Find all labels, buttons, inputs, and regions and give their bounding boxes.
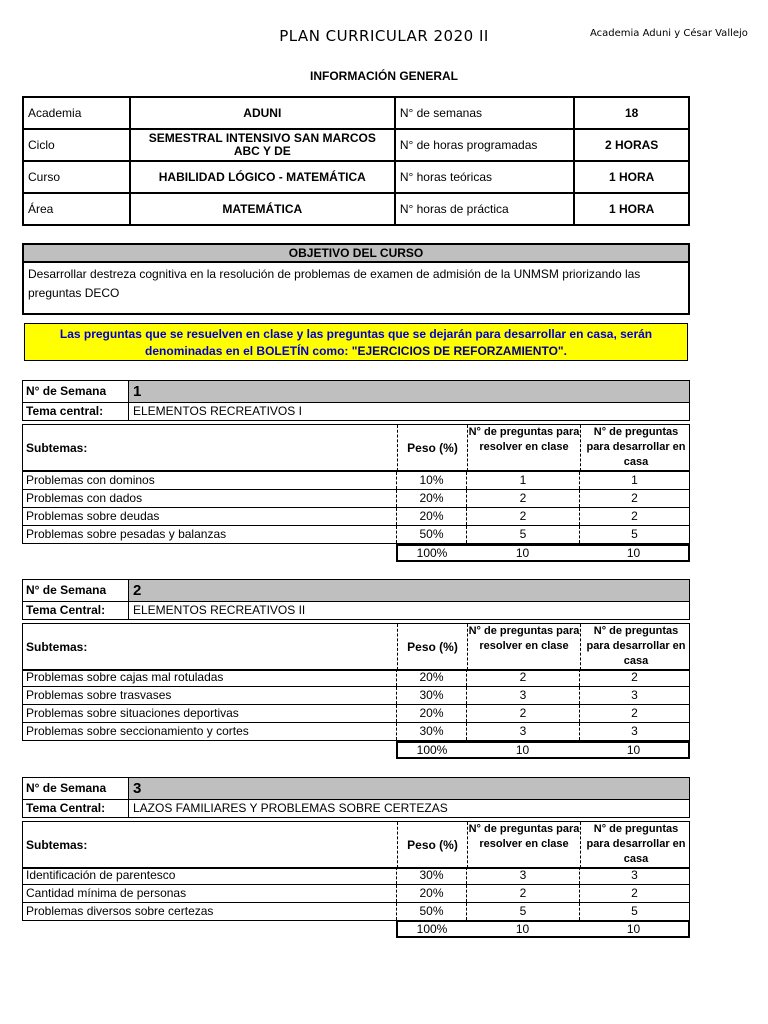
subtopic-clase: 3 — [466, 687, 579, 704]
objective-table — [22, 243, 690, 315]
subtopic-peso: 30% — [396, 687, 466, 704]
week-label: N° de Semana — [23, 580, 129, 601]
week-number: 1 — [133, 383, 142, 400]
tema-value: LAZOS FAMILIARES Y PROBLEMAS SOBRE CERTEZAS — [133, 801, 448, 815]
subtopic-name: Problemas sobre cajas mal rotuladas — [22, 669, 394, 686]
notice-banner — [24, 323, 688, 361]
peso-header: Peso (%) — [397, 624, 467, 670]
subtopics-header — [22, 623, 690, 671]
subtopic-peso: 20% — [396, 669, 466, 686]
week-label: N° de Semana — [23, 381, 129, 402]
info-value: SEMESTRAL INTENSIVO SAN MARCOS ABC Y DE — [130, 129, 395, 161]
subtopic-clase: 3 — [466, 867, 579, 884]
notice-text: Las preguntas que se resuelven en clase y las preguntas que se dejarán para desarrollar en casa, serán denominadas en el BOLETÍN como: — [59, 327, 653, 358]
subtopic-row — [22, 490, 690, 508]
subtopic-peso: 20% — [396, 705, 466, 722]
notice-end: . — [563, 344, 567, 358]
subtopic-row — [22, 903, 690, 921]
info-row-academia — [23, 97, 689, 129]
subtopic-clase: 3 — [466, 723, 579, 740]
subtopic-peso: 30% — [396, 723, 466, 740]
subtopic-row — [22, 472, 690, 490]
total-casa: 10 — [626, 922, 641, 936]
subtopic-casa: 2 — [579, 508, 690, 525]
week-header — [22, 579, 690, 602]
subtopic-row — [22, 526, 690, 544]
total-clase: 10 — [515, 743, 530, 757]
week-number: 3 — [133, 780, 142, 797]
subtopic-clase: 2 — [466, 508, 579, 525]
objective-title: OBJETIVO DEL CURSO — [23, 244, 689, 262]
subtopic-name: Problemas sobre seccionamiento y cortes — [22, 723, 394, 740]
info-label: Área — [23, 193, 130, 225]
document-author: Academia Aduni y César Vallejo — [590, 28, 748, 39]
totals-row — [396, 544, 690, 562]
info-row-ciclo — [23, 129, 689, 161]
subtopic-peso: 20% — [396, 508, 466, 525]
week-header — [22, 380, 690, 403]
document-title: PLAN CURRICULAR 2020 II — [279, 27, 489, 45]
subtopic-row — [22, 723, 690, 741]
totals-row — [396, 741, 690, 759]
info-value: 2 HORAS — [574, 129, 689, 161]
subtopic-row — [22, 885, 690, 903]
total-casa: 10 — [626, 546, 641, 560]
tema-label: Tema Central: — [23, 602, 129, 619]
clase-header: N° de preguntas para resolver en clase — [467, 822, 580, 868]
subtopic-name: Problemas sobre pesadas y balanzas — [22, 526, 394, 543]
info-value: MATEMÁTICA — [130, 193, 395, 225]
info-label: N° de semanas — [395, 97, 574, 129]
subtopic-casa: 2 — [579, 669, 690, 686]
casa-header: N° de preguntas para desarrollar en casa — [580, 425, 691, 471]
subtopic-peso: 30% — [396, 867, 466, 884]
tema-value: ELEMENTOS RECREATIVOS II — [133, 603, 306, 617]
subtopic-casa: 3 — [579, 687, 690, 704]
subtopic-casa: 5 — [579, 903, 690, 920]
general-info-table — [22, 96, 690, 226]
subtopic-row — [22, 867, 690, 885]
subtopic-clase: 5 — [466, 903, 579, 920]
week-header — [22, 777, 690, 800]
week-label: N° de Semana — [23, 778, 129, 799]
subtemas-label: Subtemas: — [26, 640, 88, 654]
tema-label: Tema Central: — [23, 800, 129, 817]
total-clase: 10 — [515, 546, 530, 560]
totals-row — [396, 920, 690, 938]
subtopic-row — [22, 669, 690, 687]
subtopic-name: Problemas sobre trasvases — [22, 687, 394, 704]
clase-header: N° de preguntas para resolver en clase — [467, 425, 580, 471]
subtopic-clase: 1 — [466, 472, 579, 489]
info-row-area — [23, 193, 689, 225]
subtopic-clase: 2 — [466, 885, 579, 902]
tema-value: ELEMENTOS RECREATIVOS I — [133, 404, 302, 418]
subtopic-peso: 50% — [396, 903, 466, 920]
subtopic-casa: 1 — [579, 472, 690, 489]
subtopic-row — [22, 508, 690, 526]
info-label: N° horas teóricas — [395, 161, 574, 193]
subtopic-casa: 2 — [579, 490, 690, 507]
subtopic-clase: 2 — [466, 490, 579, 507]
objective-text: Desarrollar destreza cognitiva en la resolución de problemas de examen de admisión de la UNMSM priorizando las preguntas DECO — [23, 262, 689, 314]
subtopic-casa: 5 — [579, 526, 690, 543]
peso-header: Peso (%) — [397, 425, 467, 471]
subtopic-clase: 2 — [466, 705, 579, 722]
subtopic-name: Problemas diversos sobre certezas — [22, 903, 394, 920]
info-value: 18 — [574, 97, 689, 129]
total-peso: 100% — [416, 743, 448, 757]
info-label: N° horas de práctica — [395, 193, 574, 225]
subtopic-row — [22, 705, 690, 723]
subtopics-header — [22, 821, 690, 869]
info-value: 1 HORA — [574, 161, 689, 193]
tema-row — [22, 403, 690, 421]
subtopic-name: Problemas sobre situaciones deportivas — [22, 705, 394, 722]
subtopic-casa: 2 — [579, 705, 690, 722]
subtopic-casa: 2 — [579, 885, 690, 902]
subtopic-casa: 3 — [579, 723, 690, 740]
subtopic-peso: 20% — [396, 885, 466, 902]
info-label: N° de horas programadas — [395, 129, 574, 161]
total-casa: 10 — [626, 743, 641, 757]
subtopics-rows — [22, 472, 690, 544]
subtopic-casa: 3 — [579, 867, 690, 884]
info-label: Ciclo — [23, 129, 130, 161]
info-value: 1 HORA — [574, 193, 689, 225]
subtopic-name: Identificación de parentesco — [22, 867, 394, 884]
subtopic-peso: 20% — [396, 490, 466, 507]
week-number: 2 — [133, 582, 142, 599]
subtopic-row — [22, 687, 690, 705]
info-value: HABILIDAD LÓGICO - MATEMÁTICA — [130, 161, 395, 193]
peso-header: Peso (%) — [397, 822, 467, 868]
tema-row — [22, 602, 690, 620]
subtopic-clase: 5 — [466, 526, 579, 543]
tema-label: Tema central: — [23, 403, 129, 420]
general-info-title: INFORMACIÓN GENERAL — [310, 69, 458, 83]
subtopic-name: Cantidad mínima de personas — [22, 885, 394, 902]
subtopics-rows — [22, 669, 690, 741]
subtopic-clase: 2 — [466, 669, 579, 686]
subtopic-peso: 50% — [396, 526, 466, 543]
info-label: Academia — [23, 97, 130, 129]
subtopic-peso: 10% — [396, 472, 466, 489]
info-row-curso — [23, 161, 689, 193]
subtemas-label: Subtemas: — [26, 838, 88, 852]
subtopic-name: Problemas con dominos — [22, 472, 394, 489]
casa-header: N° de preguntas para desarrollar en casa — [580, 822, 691, 868]
subtemas-label: Subtemas: — [26, 441, 88, 455]
notice-highlight: "EJERCICIOS DE REFORZAMIENTO" — [351, 344, 564, 358]
total-clase: 10 — [515, 922, 530, 936]
total-peso: 100% — [416, 922, 448, 936]
subtopic-name: Problemas sobre deudas — [22, 508, 394, 525]
clase-header: N° de preguntas para resolver en clase — [467, 624, 580, 670]
info-value: ADUNI — [130, 97, 395, 129]
subtopics-header — [22, 424, 690, 472]
info-label: Curso — [23, 161, 130, 193]
subtopics-rows — [22, 867, 690, 921]
casa-header: N° de preguntas para desarrollar en casa — [580, 624, 691, 670]
tema-row — [22, 800, 690, 818]
subtopic-name: Problemas con dados — [22, 490, 394, 507]
total-peso: 100% — [416, 546, 448, 560]
